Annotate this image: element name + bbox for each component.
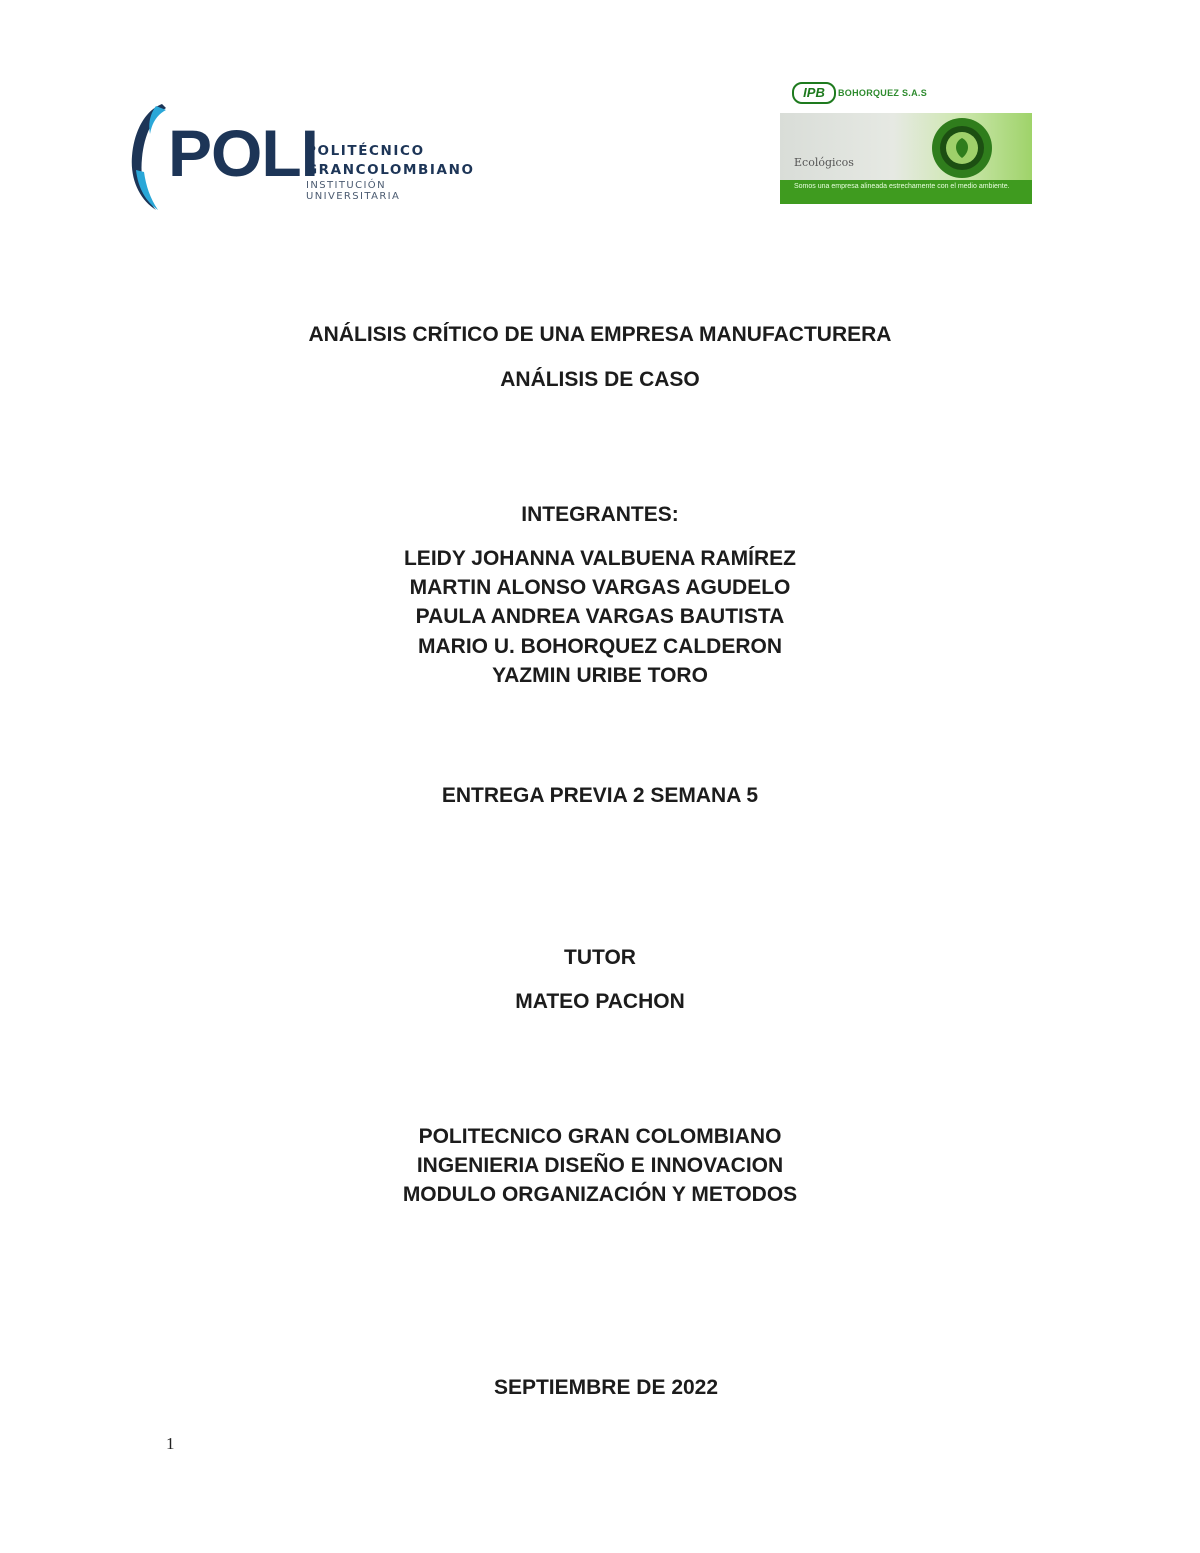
ipb-company-name: BOHORQUEZ S.A.S — [838, 88, 928, 98]
ipb-banner — [780, 80, 1032, 204]
ipb-strip-text: Somos una empresa alineada estrechamente con el medio ambiente. — [794, 183, 1010, 190]
ipb-header — [780, 80, 1032, 112]
ipb-mark: IPB — [792, 82, 836, 104]
poli-name-line3: INSTITUCIÓN UNIVERSITARIA — [306, 180, 401, 202]
document-date: SEPTIEMBRE DE 2022 — [493, 1376, 719, 1399]
eco-seal-icon — [930, 116, 994, 180]
ipb-word: Ecológicos — [794, 156, 854, 169]
document-subtitle: ANÁLISIS DE CASO — [500, 368, 700, 391]
institution-line: INGENIERIA DISEÑO E INNOVACION — [416, 1154, 784, 1177]
tutor-name: MATEO PACHON — [515, 990, 685, 1013]
poli-swoosh-icon — [126, 100, 168, 212]
delivery-label: ENTREGA PREVIA 2 SEMANA 5 — [441, 784, 759, 807]
member-name: YAZMIN URIBE TORO — [492, 664, 708, 687]
document-title: ANÁLISIS CRÍTICO DE UNA EMPRESA MANUFACTURERA — [308, 323, 892, 346]
member-name: MARIO U. BOHORQUEZ CALDERON — [418, 635, 782, 658]
member-name: LEIDY JOHANNA VALBUENA RAMÍREZ — [403, 547, 797, 570]
tutor-heading: TUTOR — [564, 946, 636, 969]
member-name: PAULA ANDREA VARGAS BAUTISTA — [415, 605, 785, 628]
poli-logo — [126, 100, 475, 215]
poli-name-line1: POLITÉCNICO — [306, 143, 425, 159]
poli-name-line2: GRANCOLOMBIANO — [306, 162, 475, 178]
member-name: MARTIN ALONSO VARGAS AGUDELO — [409, 576, 791, 599]
institution-line: MODULO ORGANIZACIÓN Y METODOS — [402, 1183, 798, 1206]
poli-wordmark: POLI — [168, 116, 319, 190]
members-heading: INTEGRANTES: — [521, 503, 679, 526]
institution-line: POLITECNICO GRAN COLOMBIANO — [418, 1125, 782, 1148]
page-number: 1 — [166, 1434, 175, 1453]
